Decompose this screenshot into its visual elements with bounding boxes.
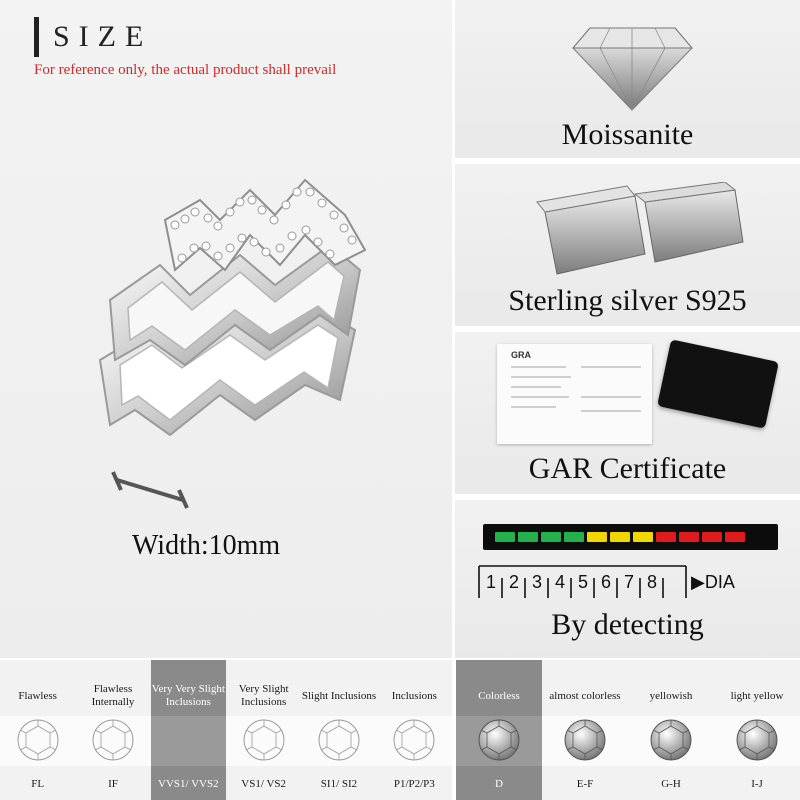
reference-note: For reference only, the actual product shall prevail [34,62,337,78]
clarity-label: Flawless [18,689,57,702]
width-indicator-icon [105,470,195,510]
feature-label: Sterling silver S925 [508,284,747,317]
clarity-grade: VVS1/ VVS2 [158,778,219,790]
size-title: SIZE [53,20,153,53]
scale-number: 5 [578,572,589,592]
clarity-grade: FL [31,778,45,790]
color-grade: I-J [751,778,763,790]
feature-label: GAR Certificate [528,452,727,485]
clarity-column [151,660,226,800]
clarity-label: Very Slight Inclusions [238,683,289,708]
color-grade: E-F [576,778,594,790]
diamond-icon [649,718,693,762]
clarity-chart [0,660,452,800]
clarity-grade: P1/P2/P3 [393,778,435,790]
feature-column [452,0,800,658]
clarity-grade: IF [108,778,118,790]
diamond-icon [91,718,135,762]
dia-indicator: ▶DIA [691,572,735,592]
scale-number: 6 [601,572,612,592]
feature-label: By detecting [551,608,704,641]
color-label: almost colorless [549,689,621,702]
detector-led [679,532,699,542]
diamond-icon [16,718,60,762]
clarity-grade: SI1/ SI2 [320,778,358,790]
diamond-icon [563,718,607,762]
scale-number: 1 [486,572,497,592]
scale-number: 7 [624,572,635,592]
color-column [542,660,628,800]
feature-silver [455,164,800,326]
color-column [714,660,800,800]
cert-line [581,410,641,412]
certificate-card-icon [657,339,779,428]
cert-line [511,406,556,408]
color-label: Colorless [478,689,520,702]
feature-certificate [455,332,800,494]
detector-led [495,532,515,542]
clarity-column [75,660,150,800]
color-label: light yellow [730,689,784,702]
diamond-icon [735,718,779,762]
detector-led [564,532,584,542]
diamond-icon [166,718,210,762]
cert-line [581,396,641,398]
color-grade: G-H [661,778,681,790]
color-grade-chart [456,660,800,800]
detector-led [656,532,676,542]
clarity-column [377,660,452,800]
diamond-icon [317,718,361,762]
diamond-icon [477,718,521,762]
size-heading [34,18,152,56]
certificate-icon [497,344,652,444]
clarity-label: Slight Inclusions [301,689,377,702]
detector-led [725,532,745,542]
width-label: Width:10mm [132,530,281,561]
cert-line [511,376,571,378]
clarity-label: Inclusions [391,689,437,702]
diamond-icon [392,718,436,762]
clarity-column [226,660,301,800]
clarity-grade: VS1/ VS2 [241,778,287,790]
scale-number: 4 [555,572,566,592]
ring-image [90,160,390,480]
diamond-icon [242,718,286,762]
detector-led [633,532,653,542]
scale-number: 2 [509,572,520,592]
cert-line [511,396,569,398]
clarity-label: Flawless Internally [91,683,135,708]
color-grade: D [495,778,503,790]
detector-led [518,532,538,542]
diamond-tester-icon [483,524,778,550]
scale-number: 8 [647,572,658,592]
clarity-column [301,660,376,800]
feature-detecting [455,500,800,658]
detector-led [541,532,561,542]
cert-line [511,366,566,368]
size-panel [0,0,452,658]
clarity-column [0,660,75,800]
detector-led [587,532,607,542]
clarity-label: Very Very Slight Inclusions [151,683,225,708]
heading-bar [34,17,39,57]
detector-scale [477,564,777,598]
cert-line [511,386,561,388]
detector-led [702,532,722,542]
moissanite-gem-icon [570,10,695,115]
color-column [628,660,714,800]
feature-label: Moissanite [561,118,694,151]
certificate-brand: GRA [511,350,531,360]
cert-line [581,366,641,368]
scale-number: 3 [532,572,543,592]
color-column [456,660,542,800]
color-label: yellowish [649,689,693,702]
detector-led [610,532,630,542]
feature-moissanite [455,0,800,158]
silver-bars-icon [535,182,745,280]
